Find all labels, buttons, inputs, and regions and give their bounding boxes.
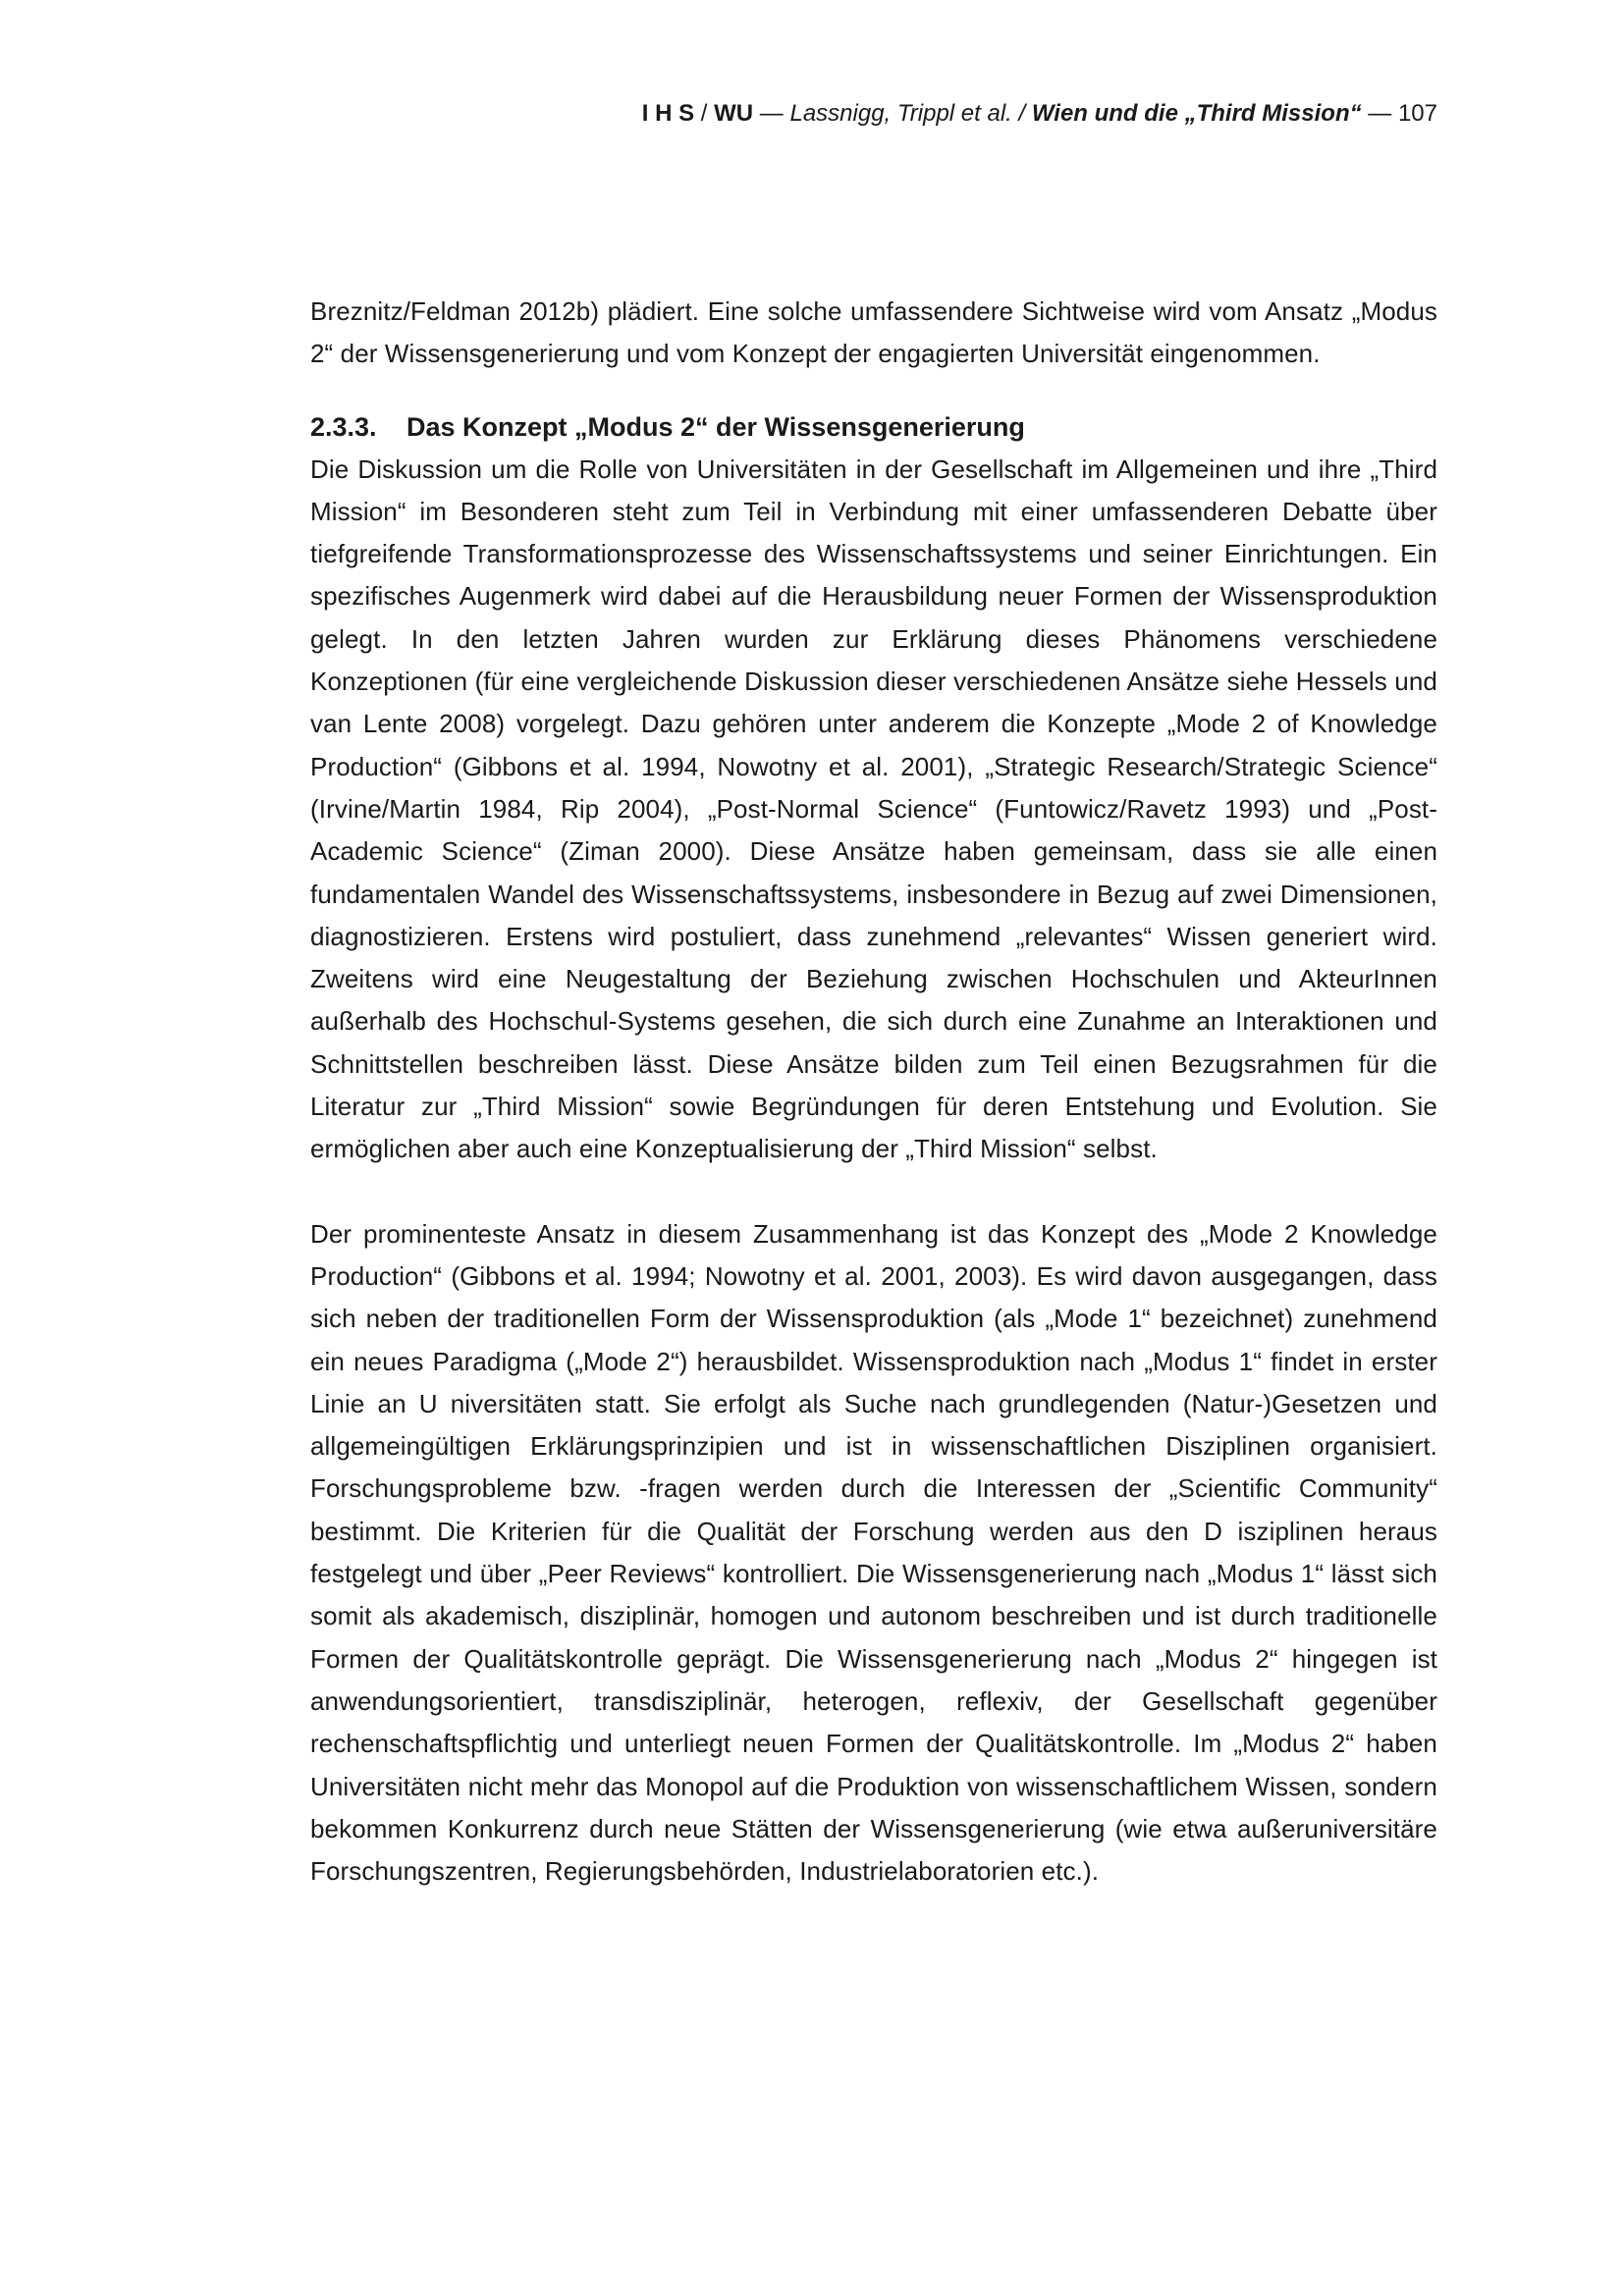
- body-text: [310, 291, 1437, 1893]
- paragraph-2: Der prominenteste Ansatz in diesem Zusammenhang ist das Konzept des „Mode 2 Knowledge Production“ (Gibbons et al. 1994; Nowotny et al. 2001, 2003). Es wird davon ausgegangen, dass sich neben der traditionellen Form der Wissensproduktion (als „Mode 1“ bezeichnet) zunehmend ein neues Paradigma („Mode 2“) herausbildet. Wissensproduktion nach „Modus 1“ findet in erster Linie an U niversitäten statt. Sie erfolgt als Suche nach grundlegenden (Natur-)Gesetzen und allgemeingültigen Erklärungsprinzipien und ist in wissenschaftlichen Disziplinen organisiert. Forschungsprobleme bzw. -fragen werden durch die Interessen der „Scientific Community“ bestimmt. Die Kriterien für die Qualität der Forschung werden aus den D isziplinen heraus festgelegt und über „Peer Reviews“ kontrolliert. Die Wissensgenerierung nach „Modus 1“ lässt sich somit als akademisch, disziplinär, homogen und autonom beschreiben und ist durch traditionelle Formen der Qualitätskontrolle geprägt. Die Wissensgenerierung nach „Modus 2“ hingegen ist anwendungsorientiert, transdisziplinär, heterogen, reflexiv, der Gesellschaft gegenüber rechenschaftspflichtig und unterliegt neuen Formen der Qualitätskontrolle. Im „Modus 2“ haben Universitäten nicht mehr das Monopol auf die Produktion von wissenschaftlichem Wissen, sondern bekommen Konkurrenz durch neue Stätten der Wissensgenerierung (wie etwa außeruniversitäre Forschungszentren, Regierungsbehörden, Industrielaboratorien etc.).: [310, 1218, 1437, 1887]
- header-authors: Lassnigg, Trippl et al. /: [789, 100, 1032, 127]
- paragraph-1: Die Diskussion um die Rolle von Universitäten in der Gesellschaft im Allgemeinen und ihre „Third Mission“ im Besonderen steht zum Teil in Verbindung mit einer umfassenderen Debatte über tiefgreifende Transformationsprozesse des Wissenschaftssystems und seiner Einrichtungen. Ein spezifisches Augenmerk wird dabei auf die Herausbildung neuer Formen der Wissensproduktion gelegt. In den letzten Jahren wurden zur Erklärung dieses Phänomens verschiedene Konzeptionen (für eine vergleichende Diskussion dieser verschiedenen Ansätze siehe Hessels und van Lente 2008) vorgelegt. Dazu gehören unter anderem die Konzepte „Mode 2 of Knowledge Production“ (Gibbons et al. 1994, Nowotny et al. 2001), „Strategic Research/Strategic Science“ (Irvine/Martin 1984, Rip 2004), „Post-Normal Science“ (Funtowicz/Ravetz 1993) und „Post-Academic Science“ (Ziman 2000). Diese Ansätze haben gemeinsam, dass sie alle einen fundamentalen Wandel des Wissenschaftssystems, insbesondere in Bezug auf zwei Dimensionen, diagnostizieren. Erstens wird postuliert, dass zunehmend „relevantes“ Wissen generiert wird. Zweitens wird eine Neugestaltung der Beziehung zwischen Hochschulen und AkteurInnen außerhalb des Hochschul-Systems gesehen, die sich durch eine Zunahme an Interaktionen und Schnittstellen beschreiben lässt. Diese Ansätze bilden zum Teil einen Bezugsrahmen für die Literatur zur „Third Mission“ sowie Begründungen für deren Entstehung und Evolution. Sie ermöglichen aber auch eine Konzeptualisierung der „Third Mission“ selbst.: [310, 454, 1437, 1164]
- header-title: Wien und die „Third Mission“: [1031, 100, 1362, 127]
- intro-paragraph: Breznitz/Feldman 2012b) plädiert. Eine solche umfassendere Sichtweise wird vom Ansatz „Modus 2“ der Wissensgenerierung und vom Konzept der engagierten Universität eingenommen.: [310, 296, 1437, 369]
- header-dash-2: —: [1361, 100, 1398, 127]
- section-title: Das Konzept „Modus 2“ der Wissensgenerierung: [406, 411, 1025, 442]
- page-number: 107: [1397, 100, 1437, 127]
- section-number: 2.3.3.: [310, 411, 377, 442]
- header-separator: /: [694, 100, 715, 127]
- paragraph-spacer: [310, 1171, 1437, 1213]
- header-dash: —: [753, 100, 790, 127]
- section-heading: [310, 405, 1437, 449]
- header-org: I H S: [641, 100, 695, 127]
- header-org-2: WU: [714, 100, 754, 127]
- running-header: [310, 98, 1437, 130]
